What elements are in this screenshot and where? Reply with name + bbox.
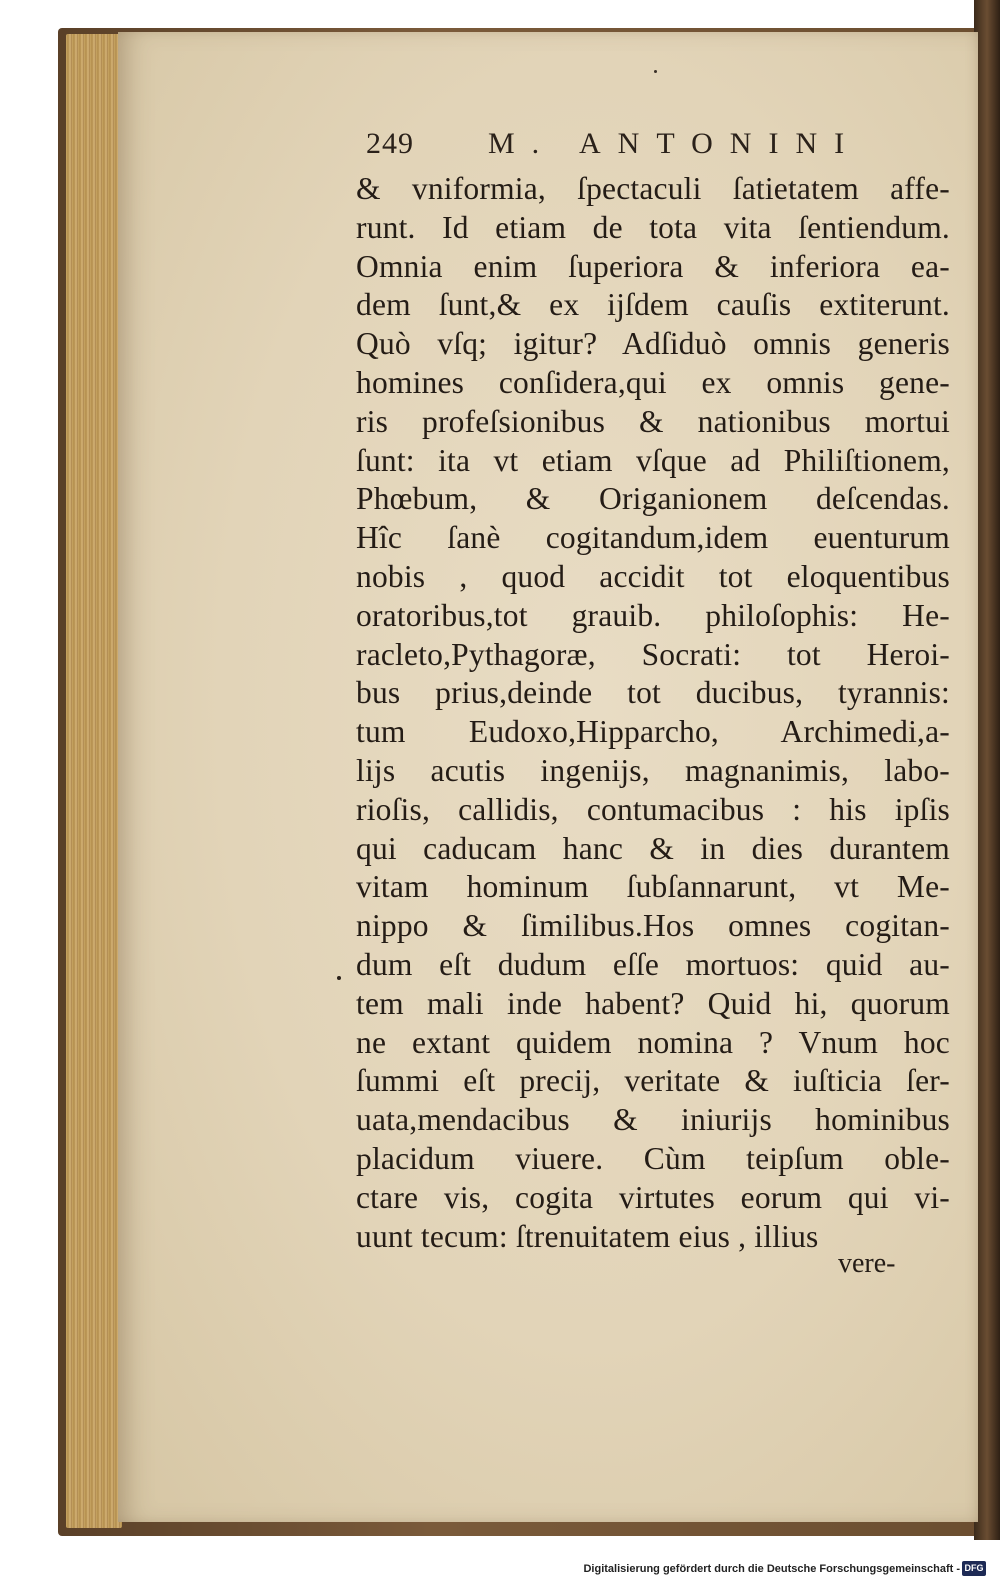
- text-line: ctare vis, cogita virtutes eorum qui vi-: [356, 1179, 950, 1215]
- text-line: Hîc ſanè cogitandum,idem euenturum: [356, 520, 950, 556]
- text-line: tum Eudoxo,Hipparcho, Archimedi,a-: [356, 714, 950, 750]
- digitization-credit: Digitalisierung gefördert durch die Deutsche Forschungsgemeinschaft -: [583, 1563, 960, 1575]
- text-line: Omnia enim ſuperiora & inferiora ea-: [356, 248, 950, 284]
- page-number: 249: [366, 127, 414, 160]
- running-head: [366, 122, 926, 166]
- text-line: bus prius,deinde tot ducibus, tyrannis:: [356, 675, 950, 711]
- text-line: rioſis, callidis, contumacibus : his ipſis: [356, 791, 950, 827]
- text-line: ne extant quidem nomina ? Vnum hoc: [356, 1024, 950, 1060]
- running-title: M. ANTONINI: [488, 127, 862, 160]
- text-line: runt. Id etiam de tota vita ſentiendum.: [356, 209, 950, 245]
- text-line: & vniformia, ſpectaculi ſatietatem affe-: [356, 171, 950, 206]
- text-line: ris profeſsionibus & nationibus mortui: [356, 403, 950, 439]
- text-line: nobis , quod accidit tot eloquentibus: [356, 558, 950, 594]
- text-line: uunt tecum: ſtrenuitatem eius , illius: [356, 1218, 819, 1254]
- text-line: placidum viuere. Cùm teipſum oble-: [356, 1140, 950, 1176]
- text-line: uata,mendacibus & iniurijs hominibus: [356, 1102, 950, 1138]
- text-line: dum eſt dudum eſſe mortuos: quid au-: [356, 946, 950, 982]
- text-line: vitam hominum ſubſannarunt, vt Me-: [356, 869, 950, 905]
- text-line: Phœbum, & Origanionem deſcendas.: [356, 481, 950, 517]
- page-stack-edges: [66, 34, 122, 1528]
- text-line: ſunt: ita vt etiam vſque ad Philiſtionem,: [356, 442, 950, 478]
- dfg-logo: DFG: [962, 1561, 986, 1576]
- text-line: dem ſunt,& ex ijſdem cauſis extiterunt.: [356, 287, 950, 323]
- text-line: oratoribus,tot grauib. philoſophis: He-: [356, 597, 950, 633]
- text-line: lijs acutis ingenijs, magnanimis, labo-: [356, 752, 950, 788]
- text-line: racleto,Pythagoræ, Socrati: tot Heroi-: [356, 636, 950, 672]
- text-body: [356, 170, 950, 1256]
- text-line: Quò vſq; igitur? Adſiduò omnis generis: [356, 326, 950, 362]
- text-line: nippo & ſimilibus.Hos omnes cogitan-: [356, 908, 950, 944]
- catchword: vere-: [838, 1248, 896, 1279]
- ink-speck: [654, 70, 657, 73]
- text-line: tem mali inde habent? Quid hi, quorum: [356, 985, 950, 1021]
- text-line: qui caducam hanc & in dies durantem: [356, 830, 950, 866]
- text-line: homines conſidera,qui ex omnis gene-: [356, 364, 950, 400]
- margin-mark: [337, 976, 341, 980]
- text-line: ſummi eſt precij, veritate & iuſticia ſer-: [356, 1063, 950, 1099]
